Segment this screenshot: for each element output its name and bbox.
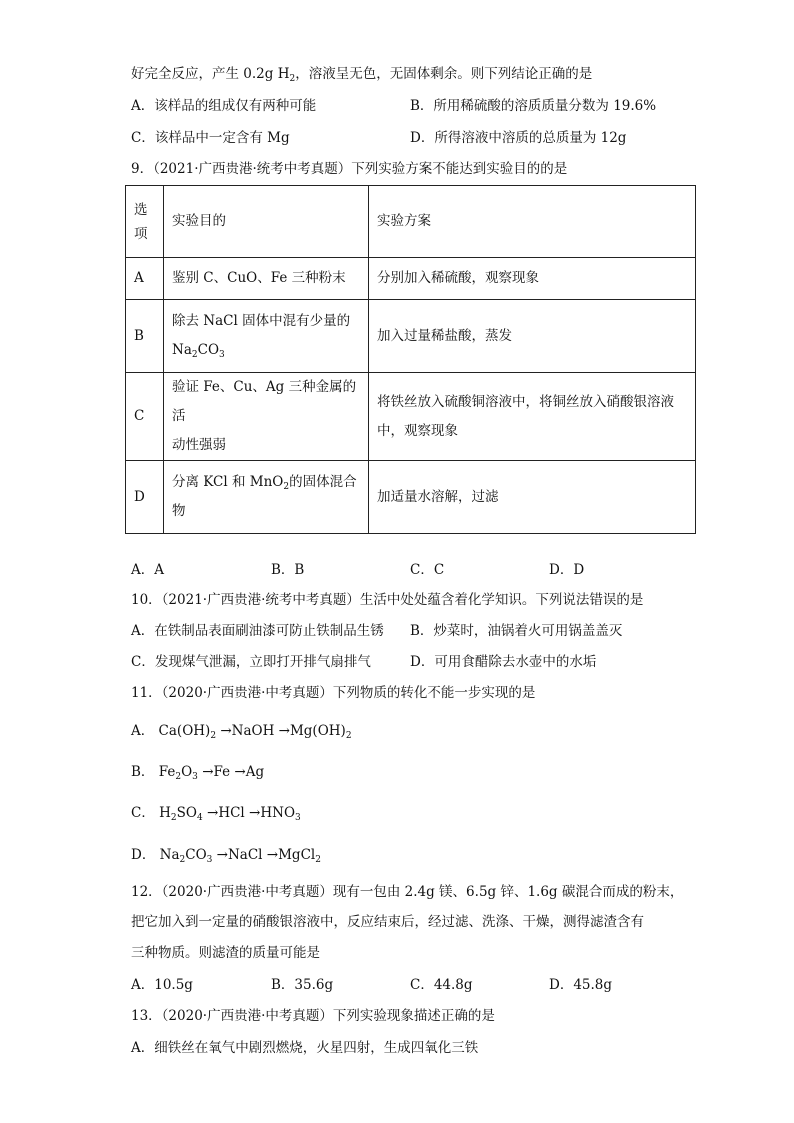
table-row (126, 461, 696, 534)
q12-option-d[interactable]: D．45.8g (549, 977, 613, 993)
arrow-icon: → (202, 764, 214, 780)
row-option: D (126, 461, 164, 534)
q9-option-a[interactable]: A．A (131, 562, 164, 578)
table-row (126, 258, 696, 300)
q10-option-b[interactable]: B．炒菜时，油锅着火可用锅盖盖灭 (410, 623, 623, 639)
header-option: 选项 (126, 186, 164, 258)
q9-option-b[interactable]: B．B (271, 562, 305, 578)
q8-stem-tail: 好完全反应，产生 0.2g $H_2$，溶液呈无色，无固体剩余。则下列结论正确的是 (131, 66, 593, 84)
q8-option-c[interactable]: C．该样品中一定含有 Mg (131, 130, 290, 146)
q11-option-a[interactable]: A． $Ca(OH)_2$ →NaOH $\to Mg(OH)_2$ (131, 723, 352, 741)
q10-stem: 10．（2021·广西贵港·统考中考真题）生活中处处蕴含着化学知识。下列说法错误的是 (131, 592, 644, 608)
q8-option-b[interactable]: B．所用稀硫酸的溶质质量分数为 19.6% (410, 98, 657, 114)
q11-option-c[interactable]: C． $H_2SO_4 \to HCl \to HNO_3$ (131, 805, 301, 823)
q11-option-b[interactable]: B． $Fe_2O_3 \to Fe \to Ag$ (131, 764, 265, 782)
arrow-icon: → (278, 723, 290, 739)
q12-option-b[interactable]: B．35.6g (271, 977, 334, 993)
row-plan: 加适量水溶解，过滤 (369, 461, 696, 534)
q12-option-c[interactable]: C．44.8g (410, 977, 473, 993)
table-header-row (126, 186, 696, 258)
q11-option-d[interactable]: D． $Na_2CO_3$ →NaCl →MgCl$_2$ (131, 847, 321, 865)
q12-stem-line3: 三种物质。则滤渣的质量可能是 (131, 945, 320, 961)
row-option: B (126, 300, 164, 373)
row-purpose: 鉴别 C、CuO、Fe 三种粉末 (164, 258, 369, 300)
q9-stem: 9．（2021·广西贵港·统考中考真题）下列实验方案不能达到实验目的的是 (131, 161, 568, 177)
q8-option-d[interactable]: D．所得溶液中溶质的总质量为 12g (410, 130, 627, 146)
q9-option-d[interactable]: D．D (549, 562, 585, 578)
row-purpose: 分离 KCl 和 MnO$_2$的固体混合 物 (164, 461, 369, 534)
q9-experiment-table (125, 185, 696, 534)
table-row (126, 300, 696, 373)
q9-option-c[interactable]: C．C (410, 562, 445, 578)
row-plan: 分别加入稀硫酸，观察现象 (369, 258, 696, 300)
row-option: A (126, 258, 164, 300)
arrow-icon: → (220, 723, 232, 739)
q13-stem: 13．（2020·广西贵港·中考真题）下列实验现象描述正确的是 (131, 1008, 495, 1024)
row-purpose: 验证 Fe、Cu、Ag 三种金属的活 动性强弱 (164, 373, 369, 461)
arrow-icon: → (216, 847, 228, 863)
arrow-icon: → (207, 805, 219, 821)
arrow-icon: → (234, 764, 246, 780)
q11-stem: 11．（2020·广西贵港·中考真题）下列物质的转化不能一步实现的是 (131, 685, 536, 701)
q12-stem-line1: 12．（2020·广西贵港·中考真题）现有一包由 2.4g 镁、6.5g 锌、1.6g 碳混合而成的粉末， (131, 884, 684, 900)
row-purpose: 除去 NaCl 固体中混有少量的 $Na_2CO_3$ (164, 300, 369, 373)
row-plan: 加入过量稀盐酸，蒸发 (369, 300, 696, 373)
row-option: C (126, 373, 164, 461)
row-plan: 将铁丝放入硫酸铜溶液中，将铜丝放入硝酸银溶液 中，观察现象 (369, 373, 696, 461)
arrow-icon: → (266, 847, 279, 863)
q10-option-a[interactable]: A．在铁制品表面刷油漆可防止铁制品生锈 (131, 623, 384, 639)
table-row (126, 373, 696, 461)
q12-option-a[interactable]: A．10.5g (131, 977, 193, 993)
q10-option-d[interactable]: D．可用食醋除去水壶中的水垢 (410, 654, 597, 670)
arrow-icon: → (249, 805, 261, 821)
q8-option-a[interactable]: A．该样品的组成仅有两种可能 (131, 98, 317, 114)
q12-stem-line2: 把它加入到一定量的硝酸银溶液中，反应结束后，经过滤、洗涤、干燥，测得滤渣含有 (131, 914, 644, 930)
q10-option-c[interactable]: C．发现煤气泄漏，立即打开排气扇排气 (131, 654, 371, 670)
q13-option-a[interactable]: A．细铁丝在氧气中剧烈燃烧，火星四射，生成四氧化三铁 (131, 1040, 479, 1056)
header-plan: 实验方案 (369, 186, 696, 258)
header-purpose: 实验目的 (164, 186, 369, 258)
